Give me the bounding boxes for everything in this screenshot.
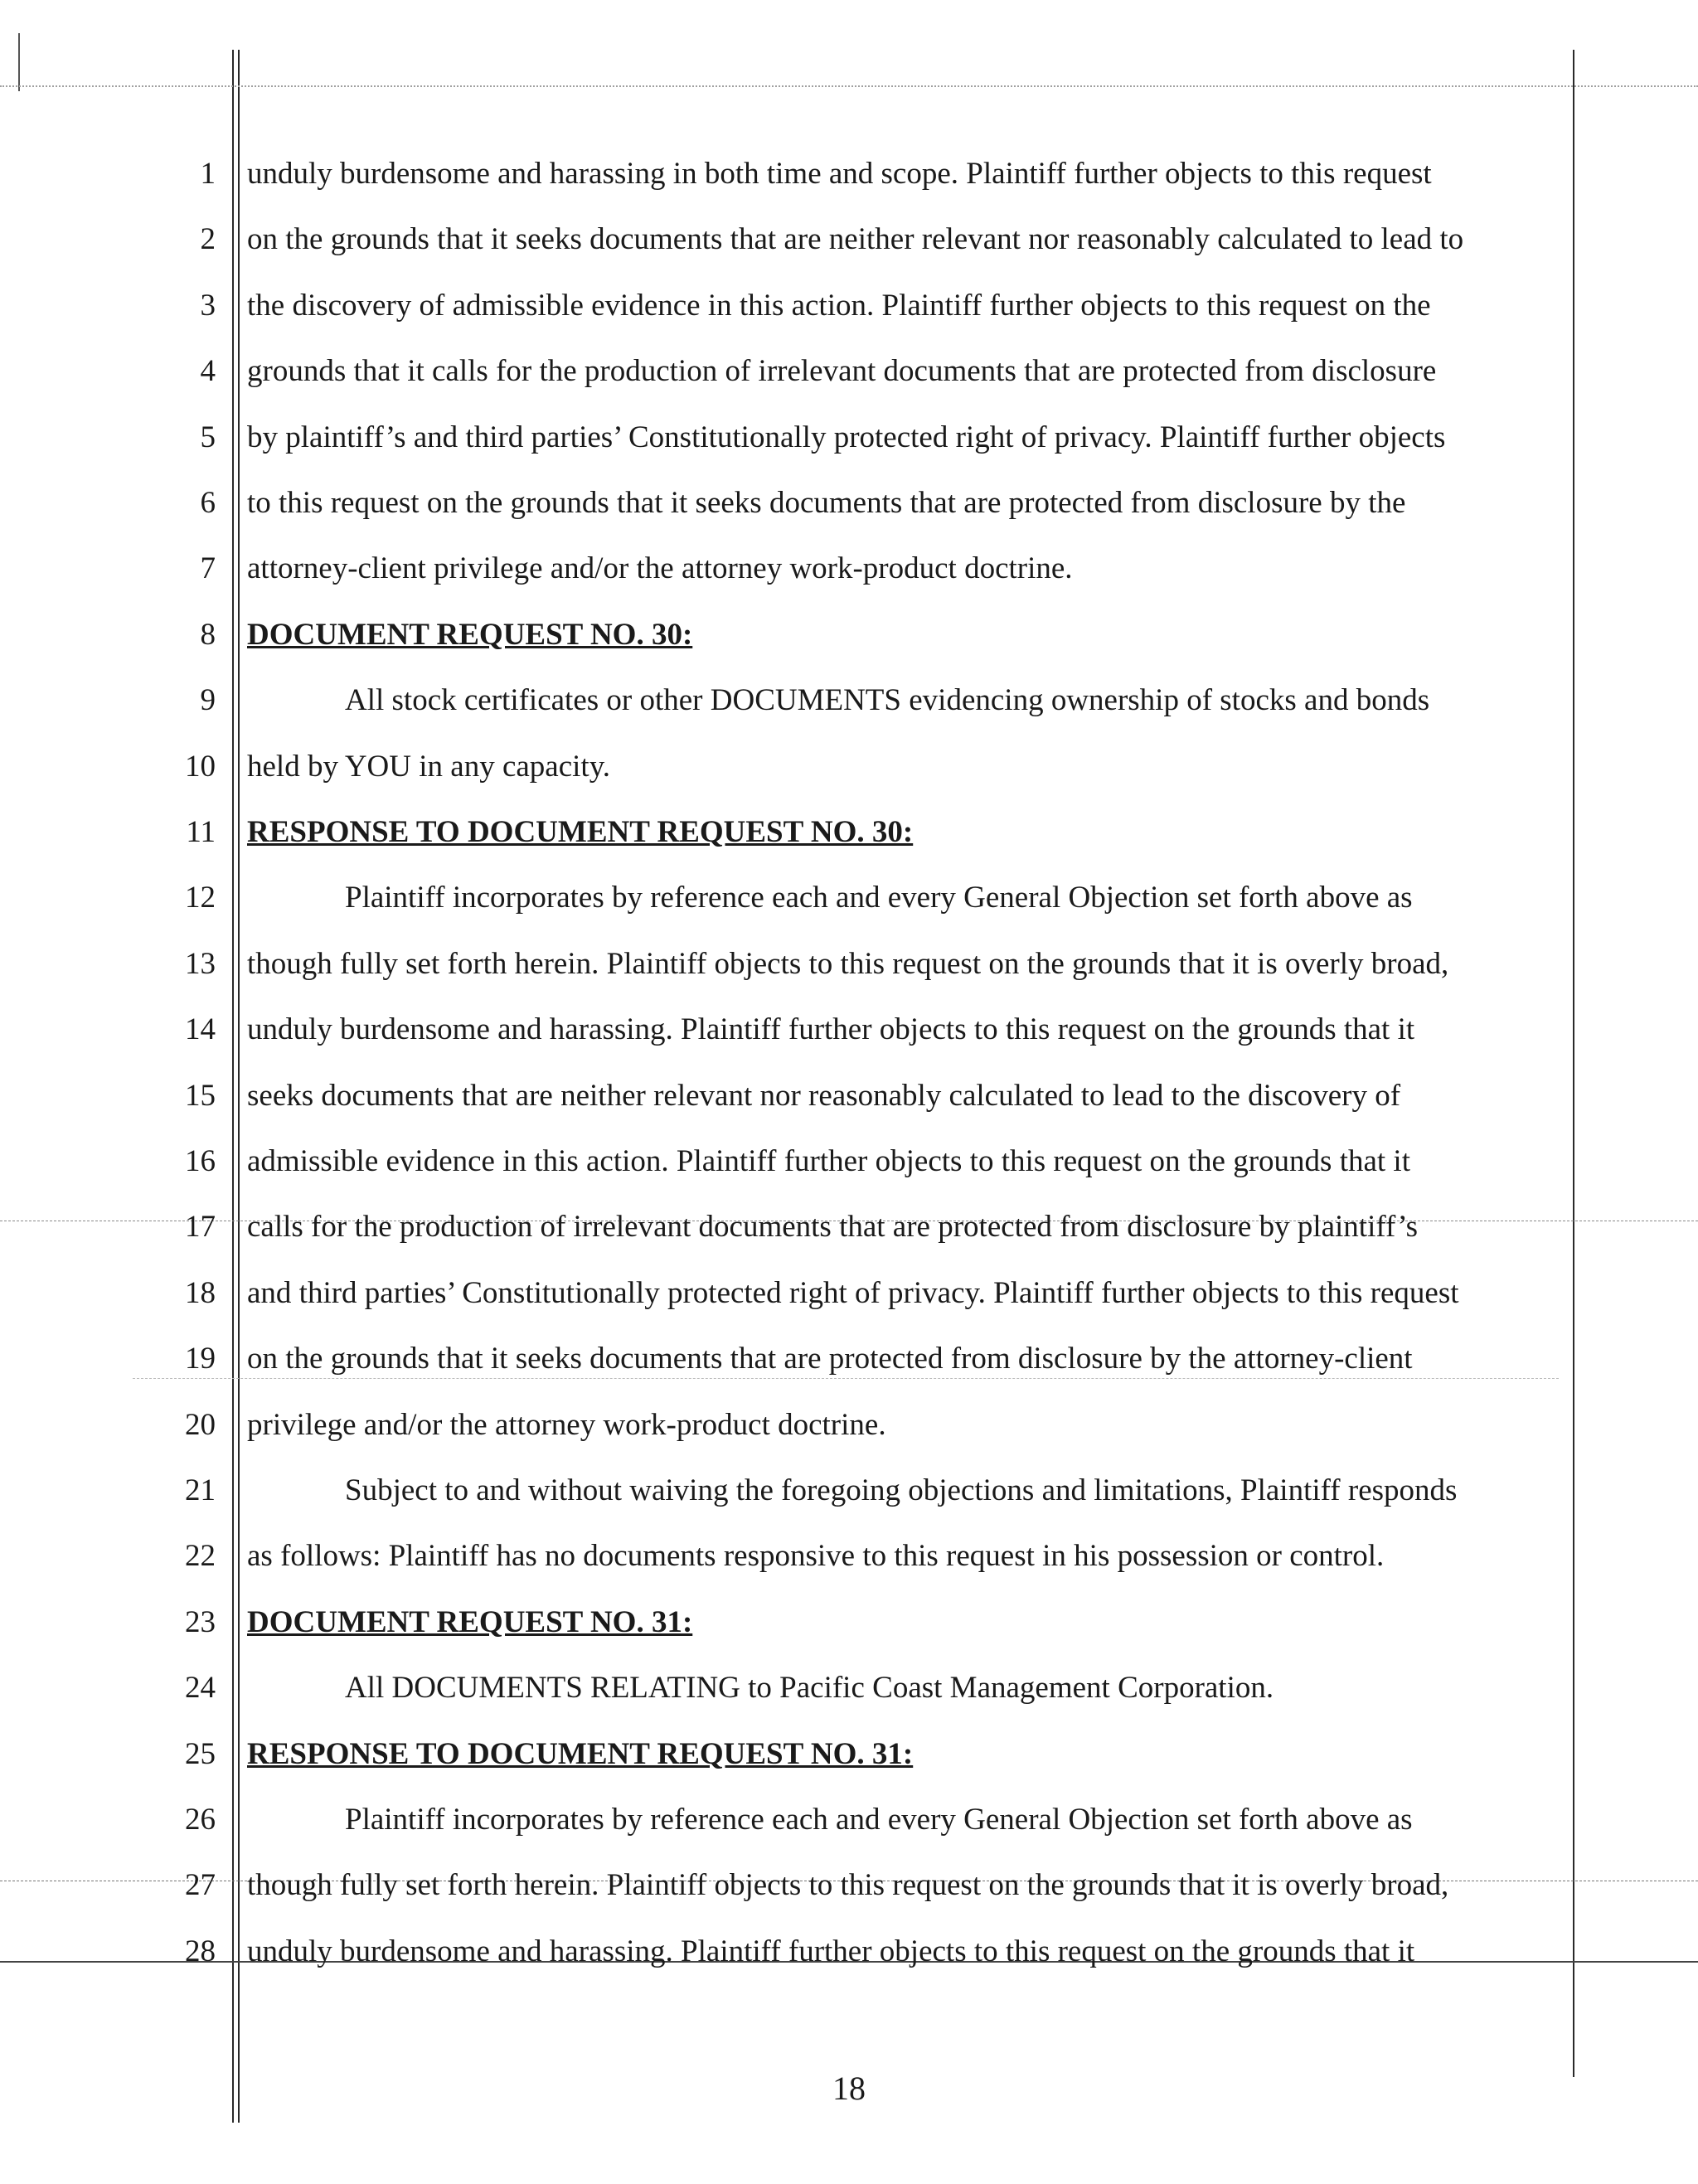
section-heading: RESPONSE TO DOCUMENT REQUEST NO. 31: <box>247 1737 914 1771</box>
text-line: by plaintiff’s and third parties’ Constitutionally protected right of privacy. Plaintiff further objects <box>247 420 1446 454</box>
text-line: unduly burdensome and harassing. Plaintiff further objects to this request on the grounds that it <box>247 1012 1415 1046</box>
line-number: 20 <box>185 1408 216 1442</box>
text-line: unduly burdensome and harassing in both time and scope. Plaintiff further objects to this request <box>247 157 1432 191</box>
line-number: 27 <box>185 1868 216 1902</box>
line-number: 18 <box>185 1276 216 1310</box>
section-heading: RESPONSE TO DOCUMENT REQUEST NO. 30: <box>247 815 914 849</box>
line-number: 9 <box>200 683 216 717</box>
right-margin-rule <box>1573 50 1574 2077</box>
line-number: 14 <box>185 1012 216 1046</box>
left-margin-mark <box>18 33 20 91</box>
line-number: 25 <box>185 1737 216 1771</box>
line-number: 3 <box>200 289 216 323</box>
text-line: on the grounds that it seeks documents that are protected from disclosure by the attorney-client <box>247 1342 1413 1376</box>
text-line: though fully set forth herein. Plaintiff objects to this request on the grounds that it is overly broad, <box>247 1868 1449 1902</box>
line-number: 19 <box>185 1342 216 1376</box>
scan-artifact-top <box>0 85 1698 87</box>
line-number: 24 <box>185 1671 216 1705</box>
text-line: seeks documents that are neither relevant nor reasonably calculated to lead to the discovery of <box>247 1079 1401 1113</box>
line-number: 11 <box>186 815 216 849</box>
line-number: 6 <box>200 486 216 520</box>
line-number: 26 <box>185 1803 216 1837</box>
text-line: All stock certificates or other DOCUMENTS evidencing ownership of stocks and bonds <box>345 683 1430 717</box>
line-number: 22 <box>185 1539 216 1573</box>
text-line: grounds that it calls for the production of irrelevant documents that are protected from disclosure <box>247 354 1437 388</box>
text-line: privilege and/or the attorney work-product doctrine. <box>247 1408 886 1442</box>
line-number: 7 <box>200 551 216 585</box>
text-line: the discovery of admissible evidence in this action. Plaintiff further objects to this request on the <box>247 289 1431 323</box>
line-number: 2 <box>200 222 216 256</box>
text-line: to this request on the grounds that it seeks documents that are protected from disclosure by the <box>247 486 1406 520</box>
line-number: 21 <box>185 1473 216 1507</box>
scan-artifact-line-19 <box>133 1378 1559 1379</box>
left-margin-rule-outer <box>232 50 234 2123</box>
line-number: 23 <box>185 1605 216 1639</box>
text-line: admissible evidence in this action. Plaintiff further objects to this request on the grounds that it <box>247 1144 1410 1178</box>
section-heading: DOCUMENT REQUEST NO. 31: <box>247 1605 693 1639</box>
line-number: 4 <box>200 354 216 388</box>
line-number: 5 <box>200 420 216 454</box>
text-line: unduly burdensome and harassing. Plaintiff further objects to this request on the grounds that it <box>247 1934 1415 1968</box>
text-line: calls for the production of irrelevant documents that are protected from disclosure by plaintiff’s <box>247 1210 1419 1244</box>
text-line: All DOCUMENTS RELATING to Pacific Coast Management Corporation. <box>345 1671 1274 1705</box>
text-line: Plaintiff incorporates by reference each and every General Objection set forth above as <box>345 1803 1413 1837</box>
line-number: 12 <box>185 881 216 915</box>
text-line: attorney-client privilege and/or the attorney work-product doctrine. <box>247 551 1073 585</box>
text-line: on the grounds that it seeks documents that are neither relevant nor reasonably calculated to lead to <box>247 222 1464 256</box>
text-line: Subject to and without waiving the foregoing objections and limitations, Plaintiff responds <box>345 1473 1458 1507</box>
line-number: 16 <box>185 1144 216 1178</box>
left-margin-rule-inner <box>238 50 240 2123</box>
text-line: though fully set forth herein. Plaintiff objects to this request on the grounds that it is overly broad, <box>247 947 1449 981</box>
line-number: 1 <box>200 157 216 191</box>
text-line: held by YOU in any capacity. <box>247 750 611 784</box>
line-number: 10 <box>185 750 216 784</box>
line-number: 8 <box>200 618 216 652</box>
text-line: and third parties’ Constitutionally protected right of privacy. Plaintiff further objects to this request <box>247 1276 1459 1310</box>
line-number: 17 <box>185 1210 216 1244</box>
line-number: 28 <box>185 1934 216 1968</box>
page-number: 18 <box>832 2070 866 2107</box>
text-line: as follows: Plaintiff has no documents responsive to this request in his possession or control. <box>247 1539 1385 1573</box>
section-heading: DOCUMENT REQUEST NO. 30: <box>247 618 693 652</box>
line-number: 13 <box>185 947 216 981</box>
text-line: Plaintiff incorporates by reference each and every General Objection set forth above as <box>345 881 1413 915</box>
line-number: 15 <box>185 1079 216 1113</box>
